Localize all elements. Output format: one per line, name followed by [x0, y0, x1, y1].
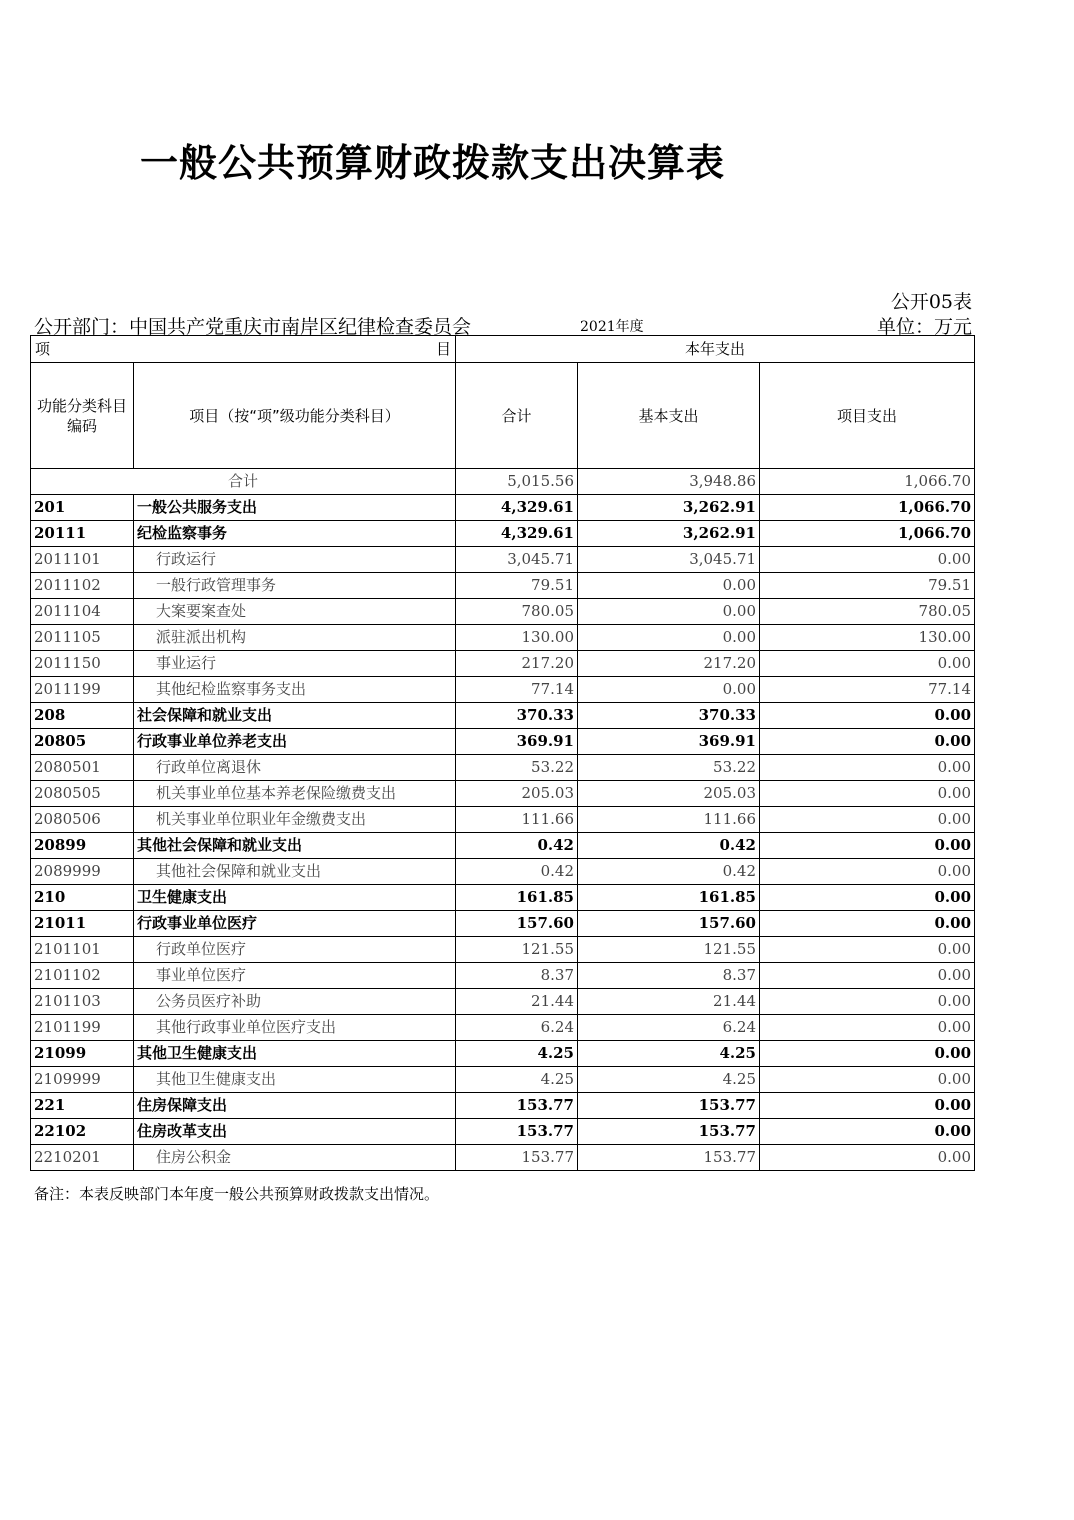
- row-project: 0.00: [760, 547, 975, 573]
- row-total: 157.60: [456, 911, 578, 937]
- row-name: 住房改革支出: [134, 1119, 456, 1145]
- row-total: 79.51: [456, 573, 578, 599]
- row-basic: 3,045.71: [578, 547, 760, 573]
- total-basic: 3,948.86: [578, 469, 760, 495]
- header-basic: 基本支出: [578, 363, 760, 469]
- row-code: 208: [31, 703, 134, 729]
- row-name: 其他社会保障和就业支出: [134, 833, 456, 859]
- row-code: 2089999: [31, 859, 134, 885]
- row-name: 公务员医疗补助: [134, 989, 456, 1015]
- row-code: 2080505: [31, 781, 134, 807]
- row-project: 0.00: [760, 807, 975, 833]
- row-name: 一般行政管理事务: [134, 573, 456, 599]
- row-basic: 6.24: [578, 1015, 760, 1041]
- row-total: 111.66: [456, 807, 578, 833]
- row-project: 0.00: [760, 1041, 975, 1067]
- row-basic: 4.25: [578, 1041, 760, 1067]
- row-name: 纪检监察事务: [134, 521, 456, 547]
- row-basic: 161.85: [578, 885, 760, 911]
- table-row: [31, 833, 975, 859]
- row-project: 1,066.70: [760, 521, 975, 547]
- row-project: 0.00: [760, 703, 975, 729]
- table-row: [31, 1145, 975, 1171]
- row-code: 2080501: [31, 755, 134, 781]
- row-total: 3,045.71: [456, 547, 578, 573]
- row-basic: 217.20: [578, 651, 760, 677]
- row-project: 0.00: [760, 989, 975, 1015]
- row-code: 20805: [31, 729, 134, 755]
- row-total: 4,329.61: [456, 495, 578, 521]
- row-name: 其他卫生健康支出: [134, 1067, 456, 1093]
- table-row: [31, 989, 975, 1015]
- row-total: 121.55: [456, 937, 578, 963]
- total-sum: 5,015.56: [456, 469, 578, 495]
- row-name: 事业运行: [134, 651, 456, 677]
- row-name: 住房保障支出: [134, 1093, 456, 1119]
- row-total: 130.00: [456, 625, 578, 651]
- expenditure-table: [30, 335, 975, 1171]
- row-name: 大案要案查处: [134, 599, 456, 625]
- row-basic: 3,262.91: [578, 521, 760, 547]
- row-name: 其他卫生健康支出: [134, 1041, 456, 1067]
- row-basic: 153.77: [578, 1145, 760, 1171]
- table-row: [31, 1067, 975, 1093]
- row-basic: 121.55: [578, 937, 760, 963]
- table-row: [31, 859, 975, 885]
- row-project: 780.05: [760, 599, 975, 625]
- row-name: 其他行政事业单位医疗支出: [134, 1015, 456, 1041]
- row-name: 住房公积金: [134, 1145, 456, 1171]
- table-row: [31, 807, 975, 833]
- row-basic: 153.77: [578, 1093, 760, 1119]
- row-project: 0.00: [760, 651, 975, 677]
- row-basic: 0.42: [578, 833, 760, 859]
- row-project: 1,066.70: [760, 495, 975, 521]
- row-name: 一般公共服务支出: [134, 495, 456, 521]
- total-row: [31, 469, 975, 495]
- row-code: 2011102: [31, 573, 134, 599]
- table-row: [31, 1015, 975, 1041]
- header-project-right: 目: [435, 340, 451, 358]
- row-total: 4.25: [456, 1067, 578, 1093]
- table-row: [31, 1093, 975, 1119]
- row-basic: 370.33: [578, 703, 760, 729]
- row-code: 2011104: [31, 599, 134, 625]
- row-total: 369.91: [456, 729, 578, 755]
- row-project: 0.00: [760, 1119, 975, 1145]
- row-project: 0.00: [760, 755, 975, 781]
- table-row: [31, 625, 975, 651]
- row-total: 0.42: [456, 833, 578, 859]
- row-total: 205.03: [456, 781, 578, 807]
- row-basic: 3,262.91: [578, 495, 760, 521]
- row-name: 机关事业单位基本养老保险缴费支出: [134, 781, 456, 807]
- row-code: 2109999: [31, 1067, 134, 1093]
- row-code: 2101199: [31, 1015, 134, 1041]
- row-project: 0.00: [760, 781, 975, 807]
- row-basic: 53.22: [578, 755, 760, 781]
- row-code: 2101101: [31, 937, 134, 963]
- row-project: 0.00: [760, 1093, 975, 1119]
- header-row-top: [31, 336, 975, 363]
- row-total: 21.44: [456, 989, 578, 1015]
- row-name: 其他纪检监察事务支出: [134, 677, 456, 703]
- row-total: 153.77: [456, 1145, 578, 1171]
- table-row: [31, 937, 975, 963]
- table-row: [31, 599, 975, 625]
- row-name: 派驻派出机构: [134, 625, 456, 651]
- table-row: [31, 1041, 975, 1067]
- header-project-left: 项: [35, 340, 51, 358]
- row-code: 20899: [31, 833, 134, 859]
- table-row: [31, 651, 975, 677]
- page-title: 一般公共预算财政拨款支出决算表: [140, 141, 726, 185]
- row-total: 780.05: [456, 599, 578, 625]
- row-basic: 157.60: [578, 911, 760, 937]
- fiscal-year: 2021年度: [580, 319, 644, 335]
- row-code: 20111: [31, 521, 134, 547]
- table-row: [31, 1119, 975, 1145]
- row-name: 行政事业单位医疗: [134, 911, 456, 937]
- row-code: 210: [31, 885, 134, 911]
- table-row: [31, 677, 975, 703]
- row-project: 130.00: [760, 625, 975, 651]
- row-project: 0.00: [760, 937, 975, 963]
- row-code: 2101102: [31, 963, 134, 989]
- row-name: 行政单位离退休: [134, 755, 456, 781]
- row-total: 217.20: [456, 651, 578, 677]
- total-project: 1,066.70: [760, 469, 975, 495]
- row-code: 21099: [31, 1041, 134, 1067]
- table-row: [31, 495, 975, 521]
- row-project: 0.00: [760, 1015, 975, 1041]
- header-row-columns: [31, 363, 975, 469]
- table-row: [31, 521, 975, 547]
- row-project: 0.00: [760, 833, 975, 859]
- footnote: 备注：本表反映部门本年度一般公共预算财政拨款支出情况。: [34, 1185, 440, 1203]
- table-row: [31, 547, 975, 573]
- row-total: 161.85: [456, 885, 578, 911]
- row-code: 2101103: [31, 989, 134, 1015]
- row-name: 行政单位医疗: [134, 937, 456, 963]
- table-row: [31, 755, 975, 781]
- row-basic: 8.37: [578, 963, 760, 989]
- table-row: [31, 781, 975, 807]
- row-basic: 4.25: [578, 1067, 760, 1093]
- header-name: 项目（按“项”级功能分类科目）: [134, 363, 456, 469]
- row-name: 卫生健康支出: [134, 885, 456, 911]
- row-total: 4.25: [456, 1041, 578, 1067]
- row-basic: 0.00: [578, 677, 760, 703]
- row-total: 77.14: [456, 677, 578, 703]
- row-total: 370.33: [456, 703, 578, 729]
- row-code: 2011105: [31, 625, 134, 651]
- row-total: 0.42: [456, 859, 578, 885]
- row-project: 77.14: [760, 677, 975, 703]
- row-code: 22102: [31, 1119, 134, 1145]
- table-row: [31, 573, 975, 599]
- header-code: 功能分类科目编码: [31, 363, 134, 469]
- row-total: 6.24: [456, 1015, 578, 1041]
- row-name: 行政运行: [134, 547, 456, 573]
- row-project: 0.00: [760, 1145, 975, 1171]
- table-row: [31, 963, 975, 989]
- row-basic: 0.00: [578, 625, 760, 651]
- row-name: 社会保障和就业支出: [134, 703, 456, 729]
- header-project: [31, 336, 456, 363]
- table-row: [31, 885, 975, 911]
- row-project: 0.00: [760, 859, 975, 885]
- row-basic: 205.03: [578, 781, 760, 807]
- table-row: [31, 729, 975, 755]
- row-code: 2011150: [31, 651, 134, 677]
- row-total: 8.37: [456, 963, 578, 989]
- row-project: 0.00: [760, 729, 975, 755]
- row-project: 0.00: [760, 1067, 975, 1093]
- row-basic: 153.77: [578, 1119, 760, 1145]
- row-code: 2080506: [31, 807, 134, 833]
- row-project: 0.00: [760, 911, 975, 937]
- header-current-year: 本年支出: [456, 336, 975, 363]
- table-row: [31, 911, 975, 937]
- header-total: 合计: [456, 363, 578, 469]
- row-code: 221: [31, 1093, 134, 1119]
- row-name: 机关事业单位职业年金缴费支出: [134, 807, 456, 833]
- row-basic: 21.44: [578, 989, 760, 1015]
- row-basic: 111.66: [578, 807, 760, 833]
- total-label: 合计: [31, 469, 456, 495]
- row-total: 153.77: [456, 1093, 578, 1119]
- row-basic: 0.00: [578, 573, 760, 599]
- row-basic: 0.42: [578, 859, 760, 885]
- row-project: 0.00: [760, 963, 975, 989]
- row-basic: 369.91: [578, 729, 760, 755]
- row-total: 4,329.61: [456, 521, 578, 547]
- row-code: 2210201: [31, 1145, 134, 1171]
- row-project: 79.51: [760, 573, 975, 599]
- row-total: 53.22: [456, 755, 578, 781]
- table-row: [31, 703, 975, 729]
- row-name: 其他社会保障和就业支出: [134, 859, 456, 885]
- row-total: 153.77: [456, 1119, 578, 1145]
- unit-label: 单位：万元: [876, 316, 972, 338]
- header-project-expense: 项目支出: [760, 363, 975, 469]
- row-project: 0.00: [760, 885, 975, 911]
- row-code: 2011101: [31, 547, 134, 573]
- row-code: 201: [31, 495, 134, 521]
- row-basic: 0.00: [578, 599, 760, 625]
- form-number: 公开05表: [890, 291, 972, 313]
- row-name: 行政事业单位养老支出: [134, 729, 456, 755]
- department-label: 公开部门：中国共产党重庆市南岸区纪律检查委员会: [34, 316, 472, 338]
- row-code: 2011199: [31, 677, 134, 703]
- row-code: 21011: [31, 911, 134, 937]
- row-name: 事业单位医疗: [134, 963, 456, 989]
